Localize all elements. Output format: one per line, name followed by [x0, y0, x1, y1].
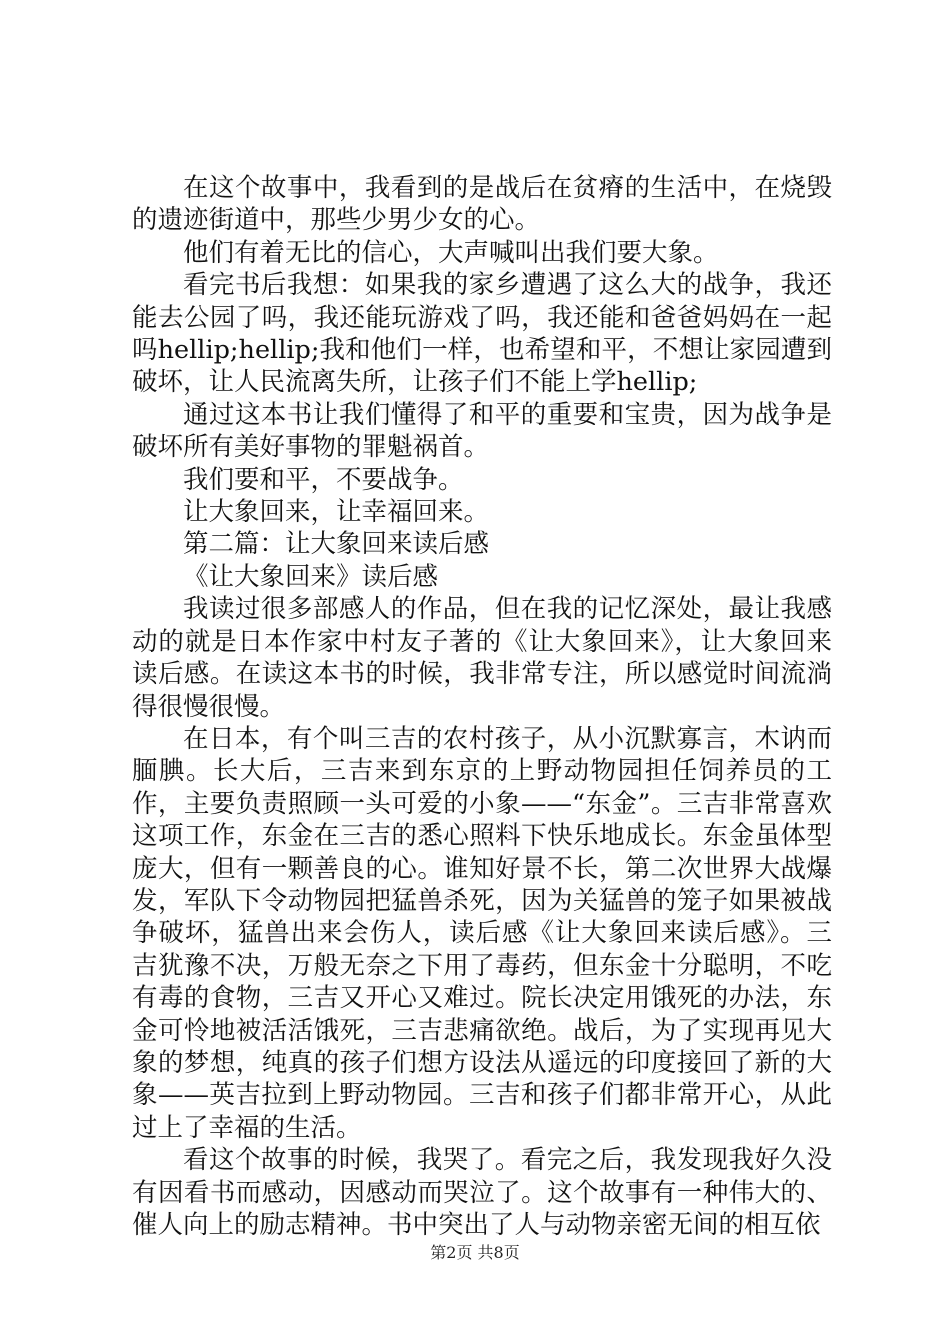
paragraph: 我们要和平，不要战争。 — [183, 464, 464, 495]
document-body — [132, 172, 832, 1241]
paragraph: 看这个故事的时候，我哭了。看完之后，我发现我好久没有因看书而感动，因感动而哭泣了。这个故事有一种伟大的、催人向上的励志精神。书中突出了人与动物亲密无间的相互依 — [132, 1145, 832, 1240]
paragraph: 让大象回来，让幸福回来。 — [183, 497, 490, 528]
paragraph: 在这个故事中，我看到的是战后在贫瘠的生活中，在烧毁的遗迹街道中，那些少男少女的心。 — [132, 173, 832, 236]
paragraph: 他们有着无比的信心，大声喊叫出我们要大象。 — [183, 237, 719, 268]
paragraph: 在日本，有个叫三吉的农村孩子，从小沉默寡言，木讷而腼腆。长大后，三吉来到东京的上野动物园担任饲养员的工作，主要负责照顾一头可爱的小象——“东金”。三吉非常喜欢这项工作，东金在三吉的悉心照料下快乐地成长。东金虽体型庞大，但有一颗善良的心。谁知好景不长，第二次世界大战爆发，军队下令动物园把猛兽杀死，因为关猛兽的笼子如果被战争破坏，猛兽出来会伤人，读后感《让大象回来读后感》。三吉犹豫不决，万般无奈之下用了毒药，但东金十分聪明，不吃有毒的食物，三吉又开心又难过。院长决定用饿死的办法，东金可怜地被活活饿死，三吉悲痛欲绝。战后，为了实现再见大象的梦想，纯真的孩子们想方设法从遥远的印度接回了新的大象——英吉拉到上野动物园。三吉和孩子们都非常开心，从此过上了幸福的生活。 — [132, 723, 832, 1143]
paragraph: 我读过很多部感人的作品，但在我的记忆深处，最让我感动的就是日本作家中村友子著的《让大象回来》，让大象回来读后感。在读这本书的时候，我非常专注，所以感觉时间流淌得很慢很慢。 — [132, 594, 832, 722]
article-title: 《让大象回来》读后感 — [183, 561, 439, 592]
page-number-footer: 第2页 共8页 — [430, 1243, 520, 1262]
section-heading: 第二篇：让大象回来读后感 — [183, 529, 490, 560]
paragraph: 看完书后我想：如果我的家乡遭遇了这么大的战争，我还能去公园了吗，我还能玩游戏了吗，我还能和爸爸妈妈在一起吗hellip;hellip;我和他们一样，也希望和平，不想让家园遭到破坏，让人民流离失所，让孩子们不能上学hellip; — [132, 270, 832, 398]
paragraph: 通过这本书让我们懂得了和平的重要和宝贵，因为战争是破坏所有美好事物的罪魁祸首。 — [132, 399, 832, 463]
